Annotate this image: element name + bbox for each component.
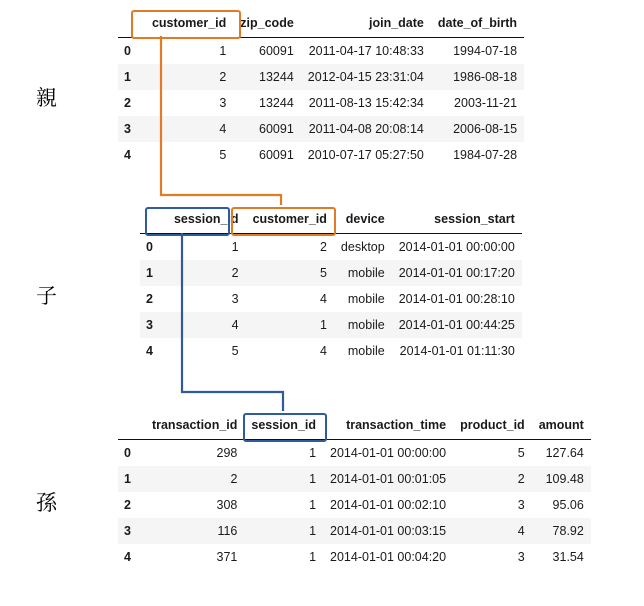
cell-join-date: 2011-04-17 10:48:33 xyxy=(308,44,424,58)
cell-session-id: 1 xyxy=(309,446,317,460)
index-header xyxy=(118,412,145,440)
row-index: 3 xyxy=(124,122,131,136)
table-header-row xyxy=(118,10,524,38)
cell-session-id: 3 xyxy=(231,292,239,306)
column-header-transaction-time: transaction_time xyxy=(323,412,453,440)
cell-customer-id: 2 xyxy=(219,70,227,84)
table-row xyxy=(118,142,524,168)
cell-customer-id: 5 xyxy=(319,266,327,280)
cell-device: desktop xyxy=(340,240,385,254)
table-row xyxy=(118,440,591,467)
column-header-device: device xyxy=(334,206,392,234)
cell-device: mobile xyxy=(347,318,385,332)
table-row xyxy=(118,492,591,518)
index-header xyxy=(118,10,145,38)
cell-transaction-time: 2014-01-01 00:02:10 xyxy=(330,498,447,512)
row-index: 4 xyxy=(146,344,153,358)
cell-session-id: 1 xyxy=(231,240,239,254)
cell-session-start: 2014-01-01 00:28:10 xyxy=(398,292,515,306)
column-header-date-of-birth: date_of_birth xyxy=(431,10,524,38)
column-header-customer-id: customer_id xyxy=(145,10,233,38)
column-header-customer-id: customer_id xyxy=(246,206,334,234)
cell-customer-id: 1 xyxy=(219,44,227,58)
cell-device: mobile xyxy=(347,292,385,306)
cell-session-start: 2014-01-01 00:00:00 xyxy=(398,240,515,254)
cell-zip-code: 60091 xyxy=(259,122,294,136)
cell-session-id: 5 xyxy=(231,344,239,358)
row-index: 4 xyxy=(124,550,131,564)
transactions-table-body xyxy=(118,440,591,571)
cell-transaction-id: 371 xyxy=(216,550,238,564)
cell-customer-id: 4 xyxy=(319,344,327,358)
cell-customer-id: 5 xyxy=(219,148,227,162)
label-child: 子 xyxy=(36,284,57,308)
customers-table xyxy=(118,10,524,168)
table-row xyxy=(118,544,591,570)
table-row xyxy=(118,518,591,544)
sessions-table-body xyxy=(140,234,522,365)
row-index: 1 xyxy=(124,70,131,84)
column-header-session-id: session_id xyxy=(167,206,246,234)
cell-date-of-birth: 1986-08-18 xyxy=(453,70,518,84)
cell-zip-code: 13244 xyxy=(259,70,294,84)
cell-customer-id: 4 xyxy=(219,122,227,136)
cell-customer-id: 4 xyxy=(319,292,327,306)
row-index: 0 xyxy=(124,446,131,460)
cell-device: mobile xyxy=(347,266,385,280)
cell-session-id: 1 xyxy=(309,524,317,538)
row-index: 1 xyxy=(124,472,131,486)
cell-session-start: 2014-01-01 00:17:20 xyxy=(398,266,515,280)
cell-transaction-time: 2014-01-01 00:04:20 xyxy=(330,550,447,564)
row-index: 2 xyxy=(124,498,131,512)
sessions-table xyxy=(140,206,522,364)
cell-transaction-id: 308 xyxy=(216,498,238,512)
cell-session-id: 1 xyxy=(309,550,317,564)
cell-session-id: 2 xyxy=(231,266,239,280)
row-index: 1 xyxy=(146,266,153,280)
table-row xyxy=(118,64,524,90)
cell-zip-code: 60091 xyxy=(259,148,294,162)
customers-table-body xyxy=(118,38,524,169)
cell-transaction-id: 298 xyxy=(216,446,238,460)
row-index: 3 xyxy=(124,524,131,538)
cell-transaction-time: 2014-01-01 00:03:15 xyxy=(330,524,447,538)
cell-date-of-birth: 1984-07-28 xyxy=(453,148,518,162)
cell-product-id: 2 xyxy=(517,472,525,486)
cell-transaction-id: 116 xyxy=(217,524,238,538)
column-header-zip-code: zip_code xyxy=(233,10,301,38)
table-header-row xyxy=(140,206,522,234)
table-row xyxy=(118,38,524,65)
cell-product-id: 4 xyxy=(517,524,525,538)
column-header-amount: amount xyxy=(532,412,591,440)
cell-amount: 109.48 xyxy=(545,472,584,486)
cell-date-of-birth: 1994-07-18 xyxy=(453,44,518,58)
label-grandchild: 孫 xyxy=(36,491,57,515)
index-header xyxy=(140,206,167,234)
cell-join-date: 2012-04-15 23:31:04 xyxy=(307,70,424,84)
table-row xyxy=(140,286,522,312)
table-header-row xyxy=(118,412,591,440)
cell-product-id: 3 xyxy=(517,550,525,564)
transactions-table-head xyxy=(118,412,591,440)
cell-customer-id: 1 xyxy=(319,318,327,332)
table-row xyxy=(140,338,522,364)
cell-amount: 127.64 xyxy=(545,446,584,460)
table-row xyxy=(118,466,591,492)
cell-transaction-time: 2014-01-01 00:01:05 xyxy=(330,472,447,486)
cell-zip-code: 60091 xyxy=(259,44,294,58)
cell-join-date: 2011-04-08 20:08:14 xyxy=(308,122,424,136)
cell-join-date: 2010-07-17 05:27:50 xyxy=(307,148,424,162)
column-header-session-start: session_start xyxy=(392,206,522,234)
cell-session-start: 2014-01-01 00:44:25 xyxy=(398,318,515,332)
table-row xyxy=(118,116,524,142)
cell-session-start: 2014-01-01 01:11:30 xyxy=(399,344,515,358)
row-index: 4 xyxy=(124,148,131,162)
column-header-join-date: join_date xyxy=(301,10,431,38)
table-row xyxy=(118,90,524,116)
transactions-table xyxy=(118,412,591,570)
cell-product-id: 3 xyxy=(517,498,525,512)
cell-zip-code: 13244 xyxy=(259,96,294,110)
cell-device: mobile xyxy=(347,344,385,358)
column-header-transaction-id: transaction_id xyxy=(145,412,244,440)
cell-amount: 95.06 xyxy=(552,498,584,512)
cell-transaction-time: 2014-01-01 00:00:00 xyxy=(330,446,447,460)
sessions-table-head xyxy=(140,206,522,234)
row-index: 2 xyxy=(146,292,153,306)
cell-amount: 31.54 xyxy=(552,550,584,564)
row-index: 3 xyxy=(146,318,153,332)
cell-date-of-birth: 2006-08-15 xyxy=(453,122,518,136)
cell-customer-id: 2 xyxy=(319,240,327,254)
cell-session-id: 4 xyxy=(231,318,239,332)
table-row xyxy=(140,260,522,286)
column-header-session-id: session_id xyxy=(244,412,323,440)
row-index: 2 xyxy=(124,96,131,110)
cell-session-id: 1 xyxy=(309,498,317,512)
cell-session-id: 1 xyxy=(309,472,317,486)
cell-amount: 78.92 xyxy=(552,524,584,538)
table-row xyxy=(140,234,522,261)
cell-transaction-id: 2 xyxy=(230,472,238,486)
row-index: 0 xyxy=(124,44,131,58)
cell-customer-id: 3 xyxy=(219,96,227,110)
customers-table-head xyxy=(118,10,524,38)
table-row xyxy=(140,312,522,338)
row-index: 0 xyxy=(146,240,153,254)
cell-product-id: 5 xyxy=(517,446,525,460)
column-header-product-id: product_id xyxy=(453,412,532,440)
label-parent: 親 xyxy=(36,86,57,110)
cell-date-of-birth: 2003-11-21 xyxy=(454,96,518,110)
cell-join-date: 2011-08-13 15:42:34 xyxy=(308,96,424,110)
